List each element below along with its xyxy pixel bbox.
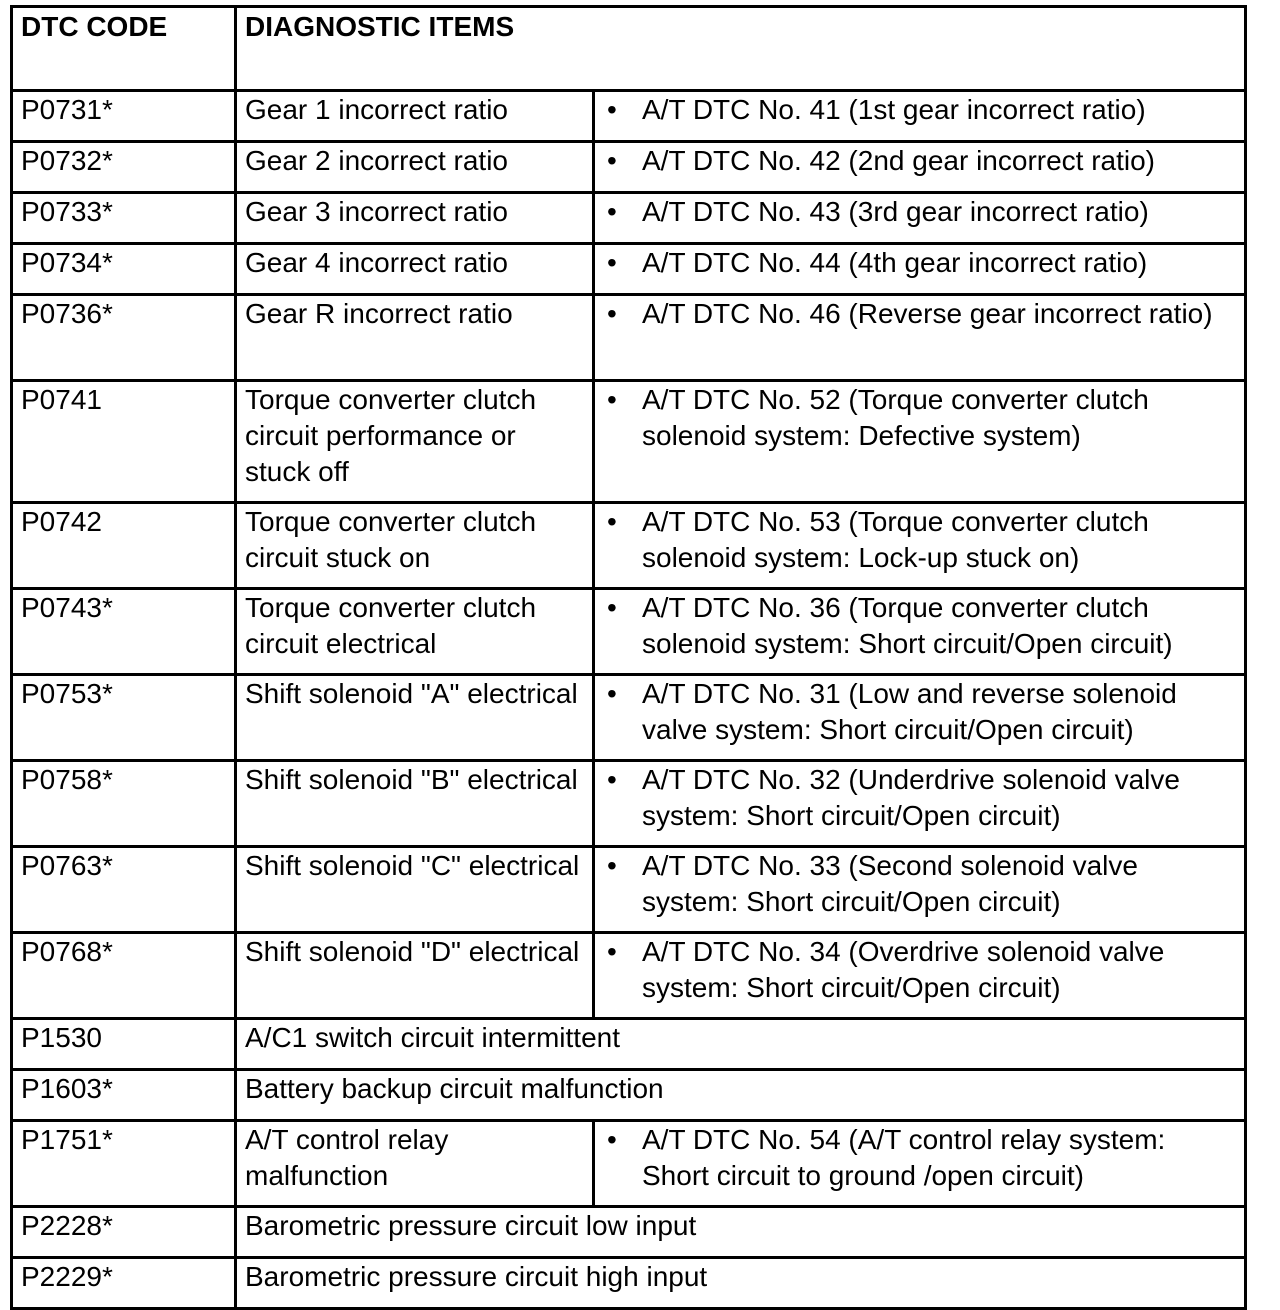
dtc-code-cell: P0743* <box>12 589 236 675</box>
detail-cell <box>594 381 1246 503</box>
detail-text: A/T DTC No. 44 (4th gear incorrect ratio) <box>642 247 1148 278</box>
detail-cell <box>594 142 1246 193</box>
dtc-table <box>10 5 1247 1310</box>
header-row <box>12 7 1246 91</box>
diagnostic-item-cell: Barometric pressure circuit high input <box>236 1258 1246 1309</box>
table-row <box>12 381 1246 503</box>
diagnostic-item-cell: Battery backup circuit malfunction <box>236 1070 1246 1121</box>
table-row <box>12 1258 1246 1309</box>
detail-text: A/T DTC No. 41 (1st gear incorrect ratio) <box>642 94 1146 125</box>
bullet-icon: • <box>607 592 617 623</box>
table-row <box>12 503 1246 589</box>
dtc-code-cell: P1530 <box>12 1019 236 1070</box>
bullet-icon: • <box>607 94 617 125</box>
header-dtc-code: DTC CODE <box>12 7 236 91</box>
diagnostic-item-cell: Barometric pressure circuit low input <box>236 1207 1246 1258</box>
detail-cell <box>594 933 1246 1019</box>
bullet-icon: • <box>607 384 617 415</box>
detail-cell <box>594 847 1246 933</box>
detail-cell <box>594 503 1246 589</box>
diagnostic-item-cell: Shift solenoid "C" electrical <box>236 847 594 933</box>
detail-text: A/T DTC No. 32 (Underdrive solenoid valve system: Short circuit/Open circuit) <box>642 764 1180 831</box>
detail-text: A/T DTC No. 31 (Low and reverse solenoid valve system: Short circuit/Open circuit) <box>642 678 1177 745</box>
table-row <box>12 142 1246 193</box>
table-row <box>12 1121 1246 1207</box>
table-row <box>12 295 1246 381</box>
dtc-code-cell: P0731* <box>12 91 236 142</box>
diagnostic-item-cell: Shift solenoid "A" electrical <box>236 675 594 761</box>
dtc-code-cell: P0733* <box>12 193 236 244</box>
diagnostic-item-cell: Torque converter clutch circuit performance or stuck off <box>236 381 594 503</box>
table-row <box>12 91 1246 142</box>
bullet-icon: • <box>607 678 617 709</box>
diagnostic-item-cell: Shift solenoid "B" electrical <box>236 761 594 847</box>
detail-text: A/T DTC No. 34 (Overdrive solenoid valve system: Short circuit/Open circuit) <box>642 936 1165 1003</box>
table-row <box>12 244 1246 295</box>
detail-cell <box>594 1121 1246 1207</box>
dtc-code-cell: P0741 <box>12 381 236 503</box>
detail-text: A/T DTC No. 46 (Reverse gear incorrect ratio) <box>642 298 1213 329</box>
diagnostic-item-cell: Torque converter clutch circuit stuck on <box>236 503 594 589</box>
dtc-code-cell: P0763* <box>12 847 236 933</box>
detail-text: A/T DTC No. 54 (A/T control relay system: Short circuit to ground /open circuit) <box>642 1124 1166 1191</box>
table-row <box>12 761 1246 847</box>
bullet-icon: • <box>607 298 617 329</box>
table-row <box>12 933 1246 1019</box>
bullet-icon: • <box>607 850 617 881</box>
detail-cell <box>594 244 1246 295</box>
detail-text: A/T DTC No. 42 (2nd gear incorrect ratio) <box>642 145 1156 176</box>
diagnostic-item-cell: Gear R incorrect ratio <box>236 295 594 381</box>
diagnostic-item-cell: Gear 3 incorrect ratio <box>236 193 594 244</box>
detail-cell <box>594 91 1246 142</box>
dtc-code-cell: P0732* <box>12 142 236 193</box>
bullet-icon: • <box>607 1124 617 1155</box>
diagnostic-item-cell: A/T control relay malfunction <box>236 1121 594 1207</box>
table-row <box>12 1207 1246 1258</box>
bullet-icon: • <box>607 196 617 227</box>
dtc-code-cell: P1751* <box>12 1121 236 1207</box>
table-row <box>12 589 1246 675</box>
dtc-code-cell: P0734* <box>12 244 236 295</box>
bullet-icon: • <box>607 936 617 967</box>
dtc-code-cell: P2229* <box>12 1258 236 1309</box>
detail-cell <box>594 193 1246 244</box>
table-row <box>12 1070 1246 1121</box>
dtc-code-cell: P0753* <box>12 675 236 761</box>
detail-cell <box>594 589 1246 675</box>
detail-text: A/T DTC No. 36 (Torque converter clutch solenoid system: Short circuit/Open circuit) <box>642 592 1173 659</box>
diagnostic-item-cell: Gear 1 incorrect ratio <box>236 91 594 142</box>
bullet-icon: • <box>607 764 617 795</box>
dtc-code-cell: P0742 <box>12 503 236 589</box>
table-row <box>12 1019 1246 1070</box>
detail-text: A/T DTC No. 43 (3rd gear incorrect ratio) <box>642 196 1149 227</box>
table-row <box>12 675 1246 761</box>
table-row <box>12 847 1246 933</box>
diagnostic-item-cell: Gear 4 incorrect ratio <box>236 244 594 295</box>
dtc-code-cell: P0736* <box>12 295 236 381</box>
header-diagnostic-items: DIAGNOSTIC ITEMS <box>236 7 1246 91</box>
diagnostic-item-cell: A/C1 switch circuit intermittent <box>236 1019 1246 1070</box>
bullet-icon: • <box>607 506 617 537</box>
detail-cell <box>594 295 1246 381</box>
detail-text: A/T DTC No. 52 (Torque converter clutch solenoid system: Defective system) <box>642 384 1149 451</box>
detail-cell <box>594 675 1246 761</box>
detail-text: A/T DTC No. 53 (Torque converter clutch solenoid system: Lock-up stuck on) <box>642 506 1149 573</box>
dtc-code-cell: P0768* <box>12 933 236 1019</box>
bullet-icon: • <box>607 145 617 176</box>
dtc-code-cell: P2228* <box>12 1207 236 1258</box>
table-row <box>12 193 1246 244</box>
diagnostic-item-cell: Shift solenoid "D" electrical <box>236 933 594 1019</box>
diagnostic-item-cell: Gear 2 incorrect ratio <box>236 142 594 193</box>
detail-cell <box>594 761 1246 847</box>
dtc-table-container <box>10 5 1244 1310</box>
bullet-icon: • <box>607 247 617 278</box>
dtc-code-cell: P1603* <box>12 1070 236 1121</box>
dtc-code-cell: P0758* <box>12 761 236 847</box>
detail-text: A/T DTC No. 33 (Second solenoid valve system: Short circuit/Open circuit) <box>642 850 1138 917</box>
diagnostic-item-cell: Torque converter clutch circuit electrical <box>236 589 594 675</box>
